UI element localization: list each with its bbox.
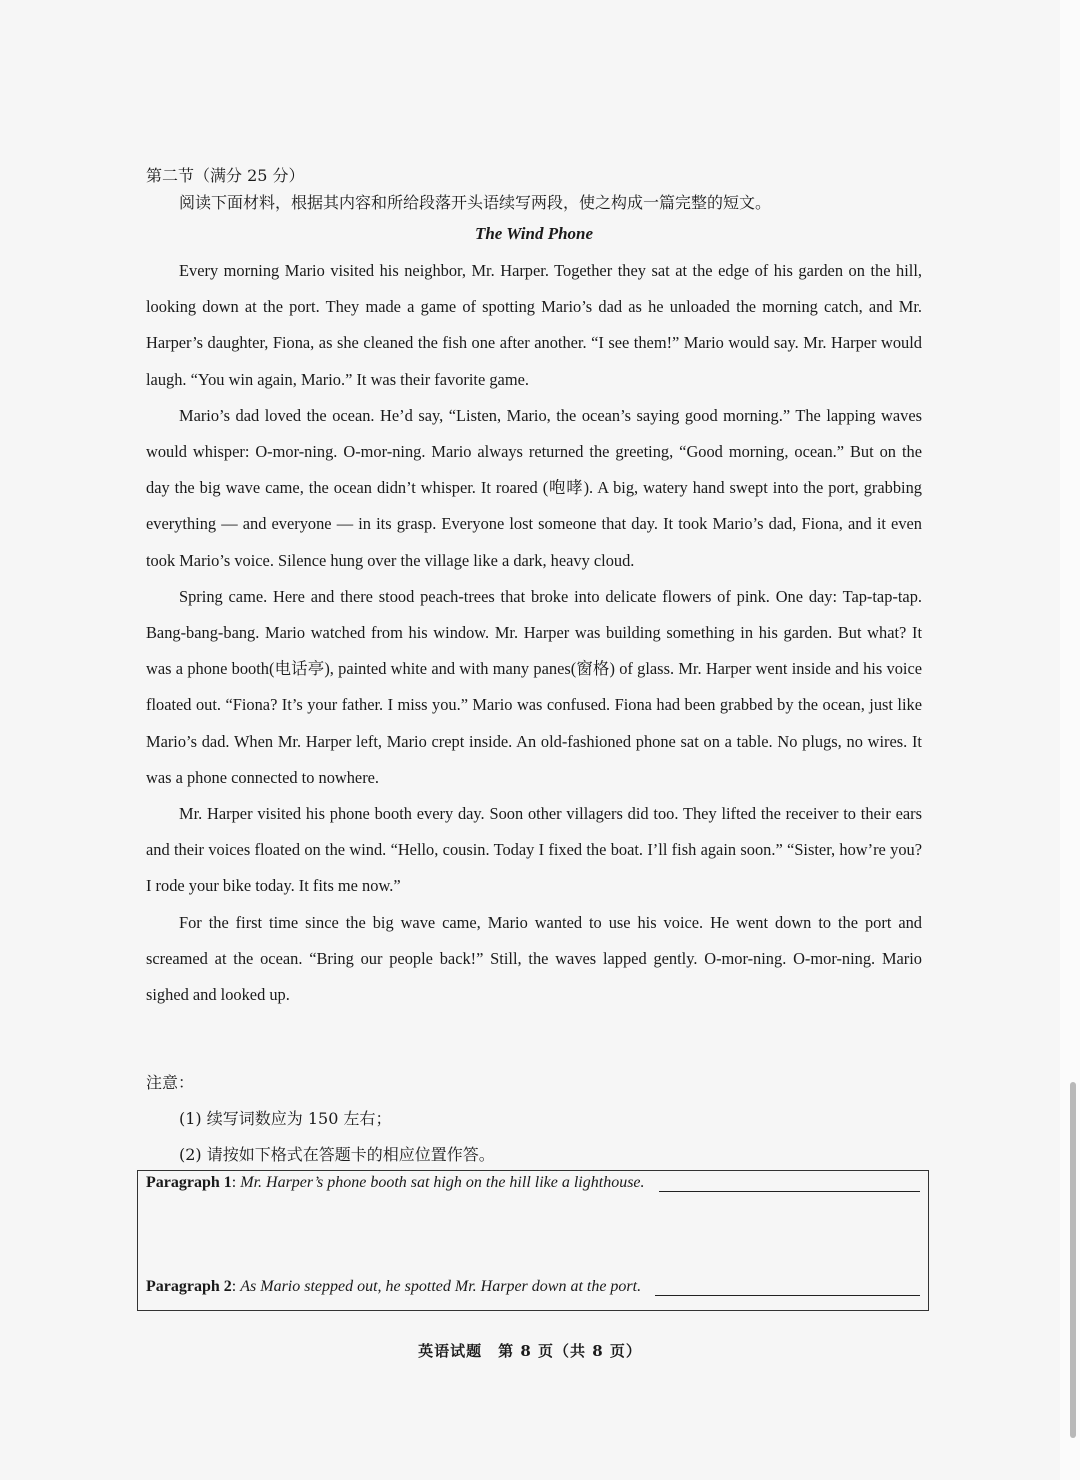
paragraph-2-label: Paragraph 2: [146, 1278, 232, 1295]
paragraph-1-blank-line: [659, 1173, 920, 1192]
note-item-1: (1) 续写词数应为 150 左右；: [179, 1109, 392, 1129]
paragraph-2-separator: :: [231, 1278, 237, 1295]
paragraph-2-blank-line: [655, 1277, 920, 1296]
story-paragraph-4: Mr. Harper visited his phone booth every day. Soon other villagers did too. They lifted the receiver to their ears and their voices floated on the wind. “Hello, cousin. Today I fixed the boat. I’ll fish again soon.” “Sister, how’re you? I rode your bike today. It fits me now.”: [146, 804, 922, 896]
paragraph-2-line: [146, 1277, 920, 1296]
story-title: The Wind Phone: [474, 224, 594, 243]
page-content: [146, 163, 922, 1173]
section-title: 第二节（满分 25 分）: [146, 166, 305, 185]
notes-title: 注意：: [146, 1073, 195, 1093]
page-footer: 英语试题 第 8 页（共 8 页）: [418, 1342, 642, 1360]
paragraph-1-label: Paragraph 1: [146, 1174, 232, 1191]
section-instruction: 阅读下面材料，根据其内容和所给段落开头语续写两段，使之构成一篇完整的短文。: [179, 193, 772, 212]
vertical-scrollbar[interactable]: [1070, 1082, 1076, 1438]
story-paragraph-3: Spring came. Here and there stood peach-trees that broke into delicate flowers of pink. One day: Tap-tap-tap. Bang-bang-bang. Mario watched from his window. Mr. Harper was building something in his garden. But what? It was a phone booth(电话亭), painted white and with many panes(窗格) of glass. Mr. Harper went inside and his voice floated out. “Fiona? It’s your father. I miss you.” Mario was confused. Fiona had been grabbed by the ocean, just like Mario’s dad. When Mr. Harper left, Mario crept inside. An old-fashioned phone sat on a table. No plugs, no wires. It was a phone connected to nowhere.: [146, 586, 922, 787]
paragraph-1-separator: :: [231, 1174, 237, 1191]
answer-format-box: [137, 1170, 929, 1311]
story-paragraph-1: Every morning Mario visited his neighbor, Mr. Harper. Together they sat at the edge of his garden on the hill, looking down at the port. They made a game of spotting Mario’s dad as he unloaded the morning catch, and Mr. Harper’s daughter, Fiona, as she cleaned the fish one after another. “I see them!” Mario would say. Mr. Harper would laugh. “You win again, Mario.” It was their favorite game.: [146, 261, 922, 389]
paragraph-2-prompt: As Mario stepped out, he spotted Mr. Harper down at the port.: [240, 1278, 642, 1295]
paragraph-1-prompt: Mr. Harper’s phone booth sat high on the hill like a lighthouse.: [240, 1174, 645, 1191]
notes-section: [146, 1065, 922, 1173]
paragraph-1-line: [146, 1173, 920, 1192]
story-paragraph-5: For the first time since the big wave came, Mario wanted to use his voice. He went down to the port and screamed at the ocean. “Bring our people back!” Still, the waves lapped gently. O-mor-ning. O-mor-ning. Mario sighed and looked up.: [146, 912, 922, 1005]
story-paragraph-2: Mario’s dad loved the ocean. He’d say, “Listen, Mario, the ocean’s saying good morning.” The lapping waves would whisper: O-mor-ning. O-mor-ning. Mario always returned the greeting, “Good morning, ocean.” But on the day the big wave came, the ocean didn’t whisper. It roared (咆哮). A big, watery hand swept into the port, grabbing everything — and everyone — in its grasp. Everyone lost someone that day. It took Mario’s dad, Fiona, and it even took Mario’s voice. Silence hung over the village like a dark, heavy cloud.: [146, 405, 922, 570]
note-item-2: (2) 请按如下格式在答题卡的相应位置作答。: [179, 1145, 495, 1165]
